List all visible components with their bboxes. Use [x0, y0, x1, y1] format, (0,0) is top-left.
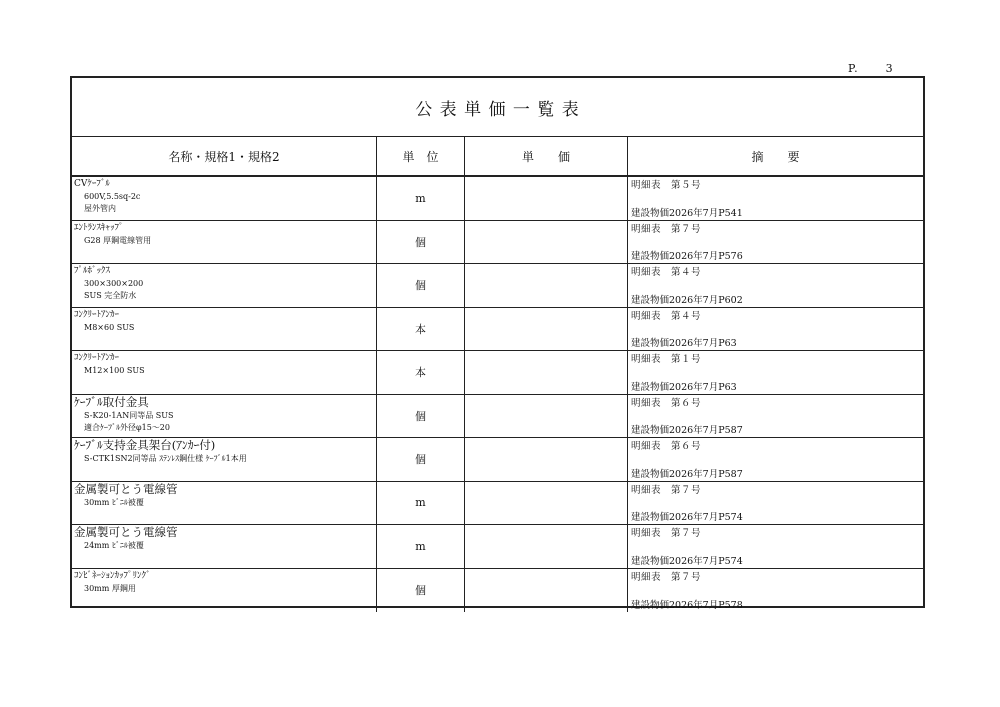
item-note-source: 建設物価2026年7月P63: [631, 381, 737, 393]
item-note-detail: 明細表 第６号: [631, 397, 702, 409]
item-name-cell: [72, 308, 377, 351]
item-price: [465, 351, 628, 394]
item-note-cell: [628, 569, 923, 613]
item-price: [465, 482, 628, 525]
item-name: ｴﾝﾄﾗﾝｽｷｬｯﾌﾟ: [74, 222, 124, 233]
table-row: [72, 351, 923, 395]
page-title: 公 表 単 価 一 覧 表: [72, 78, 923, 137]
item-note-source: 建設物価2026年7月P576: [631, 251, 743, 262]
item-note-source: 建設物価2026年7月P587: [631, 425, 743, 436]
table-row: [72, 308, 923, 352]
item-note-cell: [628, 351, 923, 394]
item-spec1: S-K20-1AN同等品 SUS: [84, 410, 174, 420]
table-row: [72, 482, 923, 526]
item-name: 金属製可とう電線管: [74, 525, 178, 539]
item-note-cell: [628, 482, 923, 525]
item-spec2: 適合ｹｰﾌﾞﾙ外径φ15～20: [84, 422, 170, 432]
header-note: 摘 要: [751, 149, 800, 164]
item-price: [465, 525, 628, 568]
item-name-cell: [72, 482, 377, 525]
table-row: [72, 525, 923, 569]
item-note-cell: [628, 395, 923, 438]
item-spec2: 屋外管内: [84, 204, 116, 213]
item-price: [465, 569, 628, 613]
item-note-cell: [628, 177, 923, 220]
item-note-detail: 明細表 第７号: [631, 223, 702, 235]
item-spec2: [74, 551, 376, 563]
item-spec2: [74, 333, 376, 345]
item-note-source: 建設物価2026年7月P541: [631, 207, 743, 219]
item-spec1: S-CTK1SN2同等品 ｽﾃﾝﾚｽ鋼仕様 ｹｰﾌﾞﾙ1本用: [84, 454, 247, 463]
item-price: [465, 395, 628, 438]
item-spec1: M12×100 SUS: [84, 366, 145, 375]
item-note-detail: 明細表 第７号: [631, 528, 702, 539]
table-header: [72, 137, 923, 177]
item-name: ﾌﾟﾙﾎﾞｯｸｽ: [74, 266, 111, 276]
item-unit: 個: [377, 264, 465, 307]
page-number: P. 3: [848, 62, 894, 75]
item-spec2: [74, 376, 376, 388]
item-name-cell: [72, 221, 377, 264]
item-name: ｹｰﾌﾞﾙ支持金具架台(ｱﾝｶｰ付): [74, 438, 216, 452]
item-spec2: SUS 完全防水: [84, 291, 137, 300]
item-note-cell: [628, 264, 923, 307]
item-name: CVｹｰﾌﾞﾙ: [74, 179, 110, 189]
item-spec2: [74, 246, 376, 258]
item-note-source: 建設物価2026年7月P574: [631, 555, 743, 567]
item-name: ｺﾝｸﾘｰﾄｱﾝｶｰ: [74, 309, 120, 320]
item-unit: m: [377, 482, 465, 525]
item-unit: 本: [377, 308, 465, 351]
table-row: [72, 177, 923, 221]
item-note-cell: [628, 308, 923, 351]
item-name-cell: [72, 395, 377, 438]
header-unit: 単 位: [377, 137, 465, 175]
item-name-cell: [72, 569, 377, 613]
item-price: [465, 264, 628, 307]
item-note-cell: [628, 438, 923, 481]
item-note-detail: 明細表 第７号: [631, 484, 702, 496]
table-body: [72, 177, 923, 612]
item-price: [465, 177, 628, 220]
item-name-cell: [72, 351, 377, 394]
item-name: ｺﾝﾋﾞﾈｰｼｮﾝｶｯﾌﾟﾘﾝｸﾞ: [74, 570, 151, 581]
item-note-cell: [628, 221, 923, 264]
item-unit: 個: [377, 569, 465, 613]
item-unit: 個: [377, 395, 465, 438]
header-price: 単 価: [465, 137, 628, 175]
item-spec1: 30mm ﾋﾞﾆﾙ被覆: [84, 497, 144, 507]
item-note-source: 建設物価2026年7月P578: [631, 600, 743, 611]
item-spec1: G28 厚鋼電線管用: [84, 235, 152, 245]
item-spec1: 30mm 厚鋼用: [84, 583, 136, 593]
item-unit: 個: [377, 438, 465, 481]
item-name-cell: [72, 264, 377, 307]
item-note-detail: 明細表 第６号: [631, 441, 702, 452]
item-note-source: 建設物価2026年7月P63: [631, 338, 737, 349]
item-name: ｹｰﾌﾞﾙ取付金具: [74, 394, 149, 409]
table-row: [72, 221, 923, 265]
item-note-source: 建設物価2026年7月P587: [631, 468, 743, 480]
item-unit: m: [377, 177, 465, 220]
header-name: 名称・規格1・規格2: [72, 137, 377, 175]
item-name-cell: [72, 438, 377, 481]
item-note-source: 建設物価2026年7月P602: [631, 294, 743, 306]
item-name-cell: [72, 177, 377, 220]
item-spec1: 24mm ﾋﾞﾆﾙ被覆: [84, 541, 144, 550]
item-price: [465, 308, 628, 351]
price-list-sheet: [70, 76, 925, 611]
table-row: [72, 395, 923, 439]
item-unit: 本: [377, 351, 465, 394]
item-name-cell: [72, 525, 377, 568]
item-spec1: 600V,5.5sq-2c: [84, 192, 141, 201]
table-row: [72, 264, 923, 308]
item-note-detail: 明細表 第１号: [631, 354, 702, 365]
item-unit: 個: [377, 221, 465, 264]
item-note-detail: 明細表 第４号: [631, 267, 702, 278]
item-name: ｺﾝｸﾘｰﾄｱﾝｶｰ: [74, 353, 120, 363]
item-spec2: [74, 508, 376, 520]
item-note-detail: 明細表 第５号: [631, 180, 702, 191]
item-price: [465, 221, 628, 264]
item-note-source: 建設物価2026年7月P574: [631, 512, 743, 523]
item-spec1: M8×60 SUS: [84, 322, 135, 332]
item-spec2: [74, 464, 376, 476]
item-price: [465, 438, 628, 481]
item-note-detail: 明細表 第７号: [631, 571, 702, 583]
table-row: [72, 438, 923, 482]
item-spec2: [74, 594, 376, 606]
item-spec1: 300×300×200: [84, 279, 144, 288]
table-row: [72, 569, 923, 613]
item-name: 金属製可とう電線管: [74, 481, 178, 496]
item-note-detail: 明細表 第４号: [631, 310, 702, 322]
item-unit: m: [377, 525, 465, 568]
item-note-cell: [628, 525, 923, 568]
